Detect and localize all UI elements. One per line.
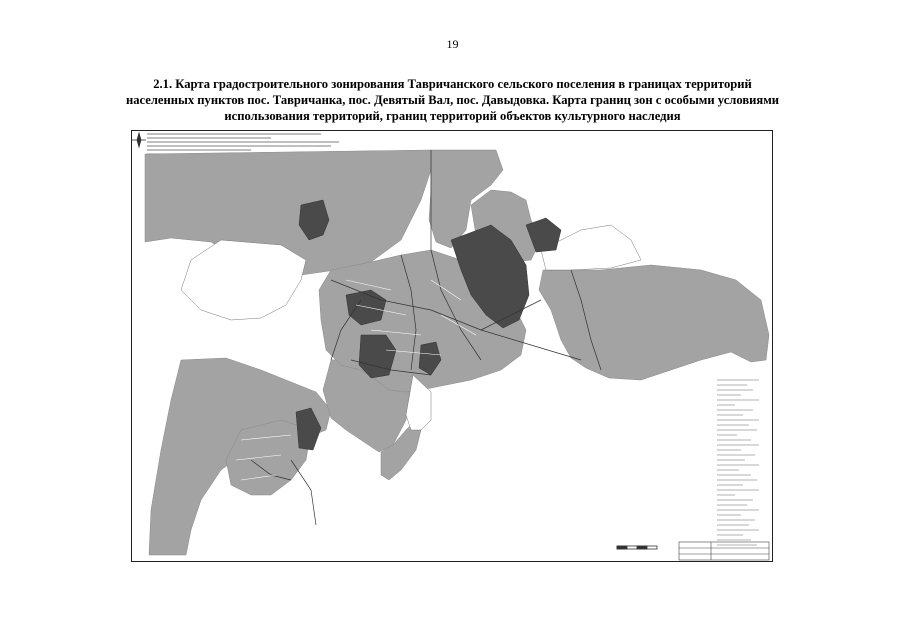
heading-line-3: использования территорий, границ территорий объектов культурного наследия (224, 109, 681, 123)
zoning-map-drawing (131, 130, 773, 562)
heading-line-2: населенных пунктов пос. Тавричанка, пос. Девятый Вал, пос. Давыдовка. Карта границ зон с особыми условиями (125, 93, 780, 107)
heading-line-1: 2.1. Карта градостроительного зонирования Тавричанского сельского поселения в границах территорий (153, 77, 752, 91)
scale-bar (617, 546, 657, 549)
document-heading (40, 76, 865, 124)
zoning-map (131, 130, 773, 562)
page-number: 19 (446, 37, 459, 51)
